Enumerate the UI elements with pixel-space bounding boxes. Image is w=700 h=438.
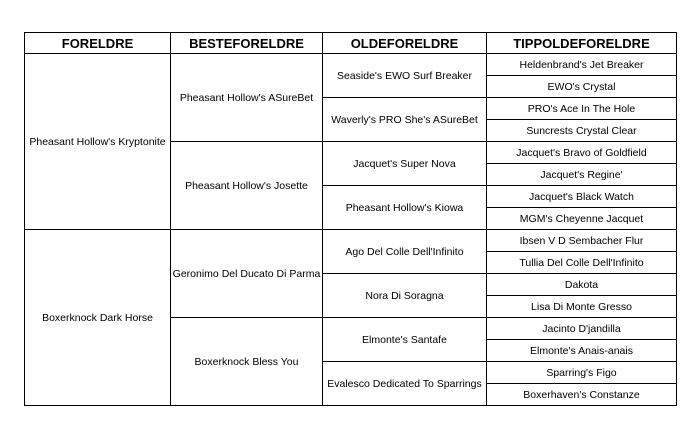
great-great-grandparent-cell: MGM's Cheyenne Jacquet: [487, 208, 677, 230]
great-grandparent-cell: Ago Del Colle Dell'Infinito: [323, 230, 487, 274]
great-great-grandparent-cell: Sparring's Figo: [487, 362, 677, 384]
great-great-grandparent-cell: Boxerhaven's Constanze: [487, 384, 677, 406]
great-grandparent-cell: Seaside's EWO Surf Breaker: [323, 54, 487, 98]
grandparent-cell: Pheasant Hollow's ASureBet: [171, 54, 323, 142]
great-grandparent-cell: Nora Di Soragna: [323, 274, 487, 318]
parent-cell: Boxerknock Dark Horse: [25, 230, 171, 406]
pedigree-table: [24, 32, 677, 406]
great-grandparent-cell: Elmonte's Santafe: [323, 318, 487, 362]
header-great-great-grandparents: TIPPOLDEFORELDRE: [487, 33, 677, 54]
header-parents: FORELDRE: [25, 33, 171, 54]
header-great-grandparents: OLDEFORELDRE: [323, 33, 487, 54]
parent-cell: Pheasant Hollow's Kryptonite: [25, 54, 171, 230]
header-grandparents: BESTEFORELDRE: [171, 33, 323, 54]
grandparent-cell: Boxerknock Bless You: [171, 318, 323, 406]
great-great-grandparent-cell: Lisa Di Monte Gresso: [487, 296, 677, 318]
great-great-grandparent-cell: Elmonte's Anais-anais: [487, 340, 677, 362]
great-great-grandparent-cell: Ibsen V D Sembacher Flur: [487, 230, 677, 252]
great-grandparent-cell: Pheasant Hollow's Kiowa: [323, 186, 487, 230]
great-grandparent-cell: Waverly's PRO She's ASureBet: [323, 98, 487, 142]
great-great-grandparent-cell: Tullia Del Colle Dell'Infinito: [487, 252, 677, 274]
great-great-grandparent-cell: EWO's Crystal: [487, 76, 677, 98]
great-grandparent-cell: Evalesco Dedicated To Sparrings: [323, 362, 487, 406]
great-great-grandparent-cell: Jacinto D'jandilla: [487, 318, 677, 340]
great-great-grandparent-cell: Jacquet's Black Watch: [487, 186, 677, 208]
great-great-grandparent-cell: Heldenbrand's Jet Breaker: [487, 54, 677, 76]
great-great-grandparent-cell: Jacquet's Regine': [487, 164, 677, 186]
grandparent-cell: Pheasant Hollow's Josette: [171, 142, 323, 230]
great-great-grandparent-cell: Dakota: [487, 274, 677, 296]
header-row: [25, 33, 677, 54]
great-great-grandparent-cell: PRO's Ace In The Hole: [487, 98, 677, 120]
great-grandparent-cell: Jacquet's Super Nova: [323, 142, 487, 186]
great-great-grandparent-cell: Suncrests Crystal Clear: [487, 120, 677, 142]
great-great-grandparent-cell: Jacquet's Bravo of Goldfield: [487, 142, 677, 164]
grandparent-cell: Geronimo Del Ducato Di Parma: [171, 230, 323, 318]
